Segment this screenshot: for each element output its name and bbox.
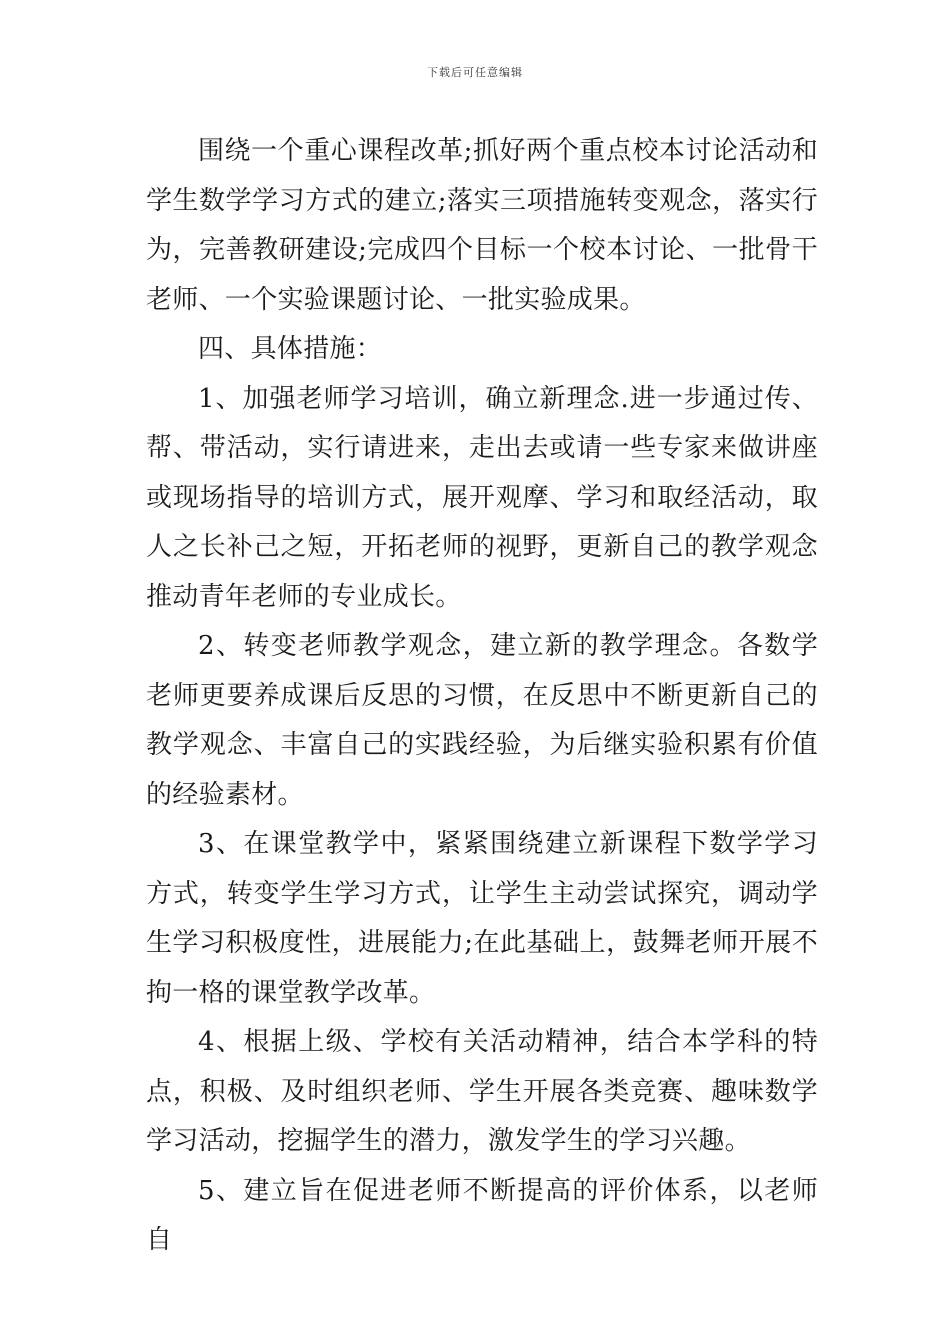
paragraph-measure-2: 2、转变老师教学观念，建立新的教学理念。各数学老师更要养成课后反思的习惯，在反思中不断更新自己的教学观念、丰富自己的实践经验，为后继实验积累有价值的经验素材。 (146, 631, 818, 810)
document-body (146, 127, 818, 1266)
section-heading-measures: 四、具体措施： (198, 334, 383, 364)
paragraph-measure-1: 1、加强老师学习培训，确立新理念.进一步通过传、帮、带活动，实行请进来，走出去或请一些专家来做讲座或现场指导的培训方式，展开观摩、学习和取经活动，取人之长补己之短，开拓老师的视野，更新自己的教学观念推动青年老师的专业成长。 (146, 383, 818, 612)
paragraph-measure-4: 4、根据上级、学校有关活动精神，结合本学科的特点，积极、及时组织老师、学生开展各类竞赛、趣味数学学习活动，挖掘学生的潜力，激发学生的学习兴趣。 (146, 1027, 818, 1156)
paragraph-measure-3: 3、在课堂教学中，紧紧围绕建立新课程下数学学习方式，转变学生学习方式，让学生主动尝试探究，调动学生学习积极度性，进展能力;在此基础上，鼓舞老师开展不拘一格的课堂教学改革。 (146, 829, 818, 1008)
page-header: 下载后可任意编辑 (427, 66, 523, 79)
paragraph-measure-5: 5、建立旨在促进老师不断提高的评价体系，以老师自 (146, 1175, 818, 1255)
paragraph-overview: 围绕一个重心课程改革;抓好两个重点校本讨论活动和学生数学学习方式的建立;落实三项措施转变观念，落实行为，完善教研建设;完成四个目标一个校本讨论、一批骨干老师、一个实验课题讨论、一批实验成果。 (146, 136, 818, 315)
